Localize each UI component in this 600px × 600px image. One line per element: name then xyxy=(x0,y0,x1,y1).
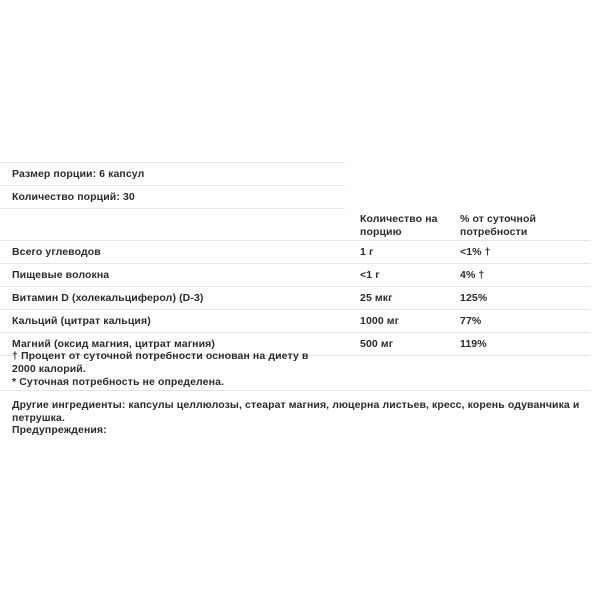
servings-per-container-row: Количество порций: 30 xyxy=(12,191,135,203)
nutrient-name: Кальций (цитрат кальция) xyxy=(0,309,345,332)
nutrient-amount: 1 г xyxy=(345,240,459,263)
table-row xyxy=(0,263,590,286)
warnings-heading: Предупреждения: xyxy=(12,424,107,436)
nutrient-daily-value: 119% xyxy=(459,332,590,355)
table-body xyxy=(0,240,590,355)
nutrient-daily-value: <1% † xyxy=(459,240,590,263)
table-row xyxy=(0,286,590,309)
nutrient-amount: 25 мкг xyxy=(345,286,459,309)
nutrient-name: Витамин D (холекальциферол) (D-3) xyxy=(0,286,345,309)
serving-size-row: Размер порции: 6 капсул xyxy=(12,168,145,180)
column-header-amount-per-serving: Количество на порцию xyxy=(360,213,438,238)
nutrient-name: Всего углеводов xyxy=(0,240,345,263)
table-header-row xyxy=(0,206,590,240)
nutrient-daily-value: 4% † xyxy=(459,263,590,286)
other-ingredients: Другие ингредиенты: капсулы целлюлозы, стеарат магния, люцерна листьев, кресс, корень одуванчика и петрушка. xyxy=(12,399,580,424)
table-header xyxy=(0,206,590,240)
table-row xyxy=(0,240,590,263)
nutrient-facts-table xyxy=(0,206,590,356)
table-row xyxy=(0,309,590,332)
nutrient-daily-value: 77% xyxy=(459,309,590,332)
footnote-not-established: * Суточная потребность не определена. xyxy=(12,376,225,388)
column-header-nutrient xyxy=(0,206,345,240)
nutrient-amount: <1 г xyxy=(345,263,459,286)
nutrient-daily-value: 125% xyxy=(459,286,590,309)
nutrient-amount: 500 мг xyxy=(345,332,459,355)
column-header-daily-value: % от суточной потребности xyxy=(460,213,537,238)
serving-information xyxy=(0,162,590,209)
footnotes xyxy=(12,350,332,389)
nutrient-amount: 1000 мг xyxy=(345,309,459,332)
footnote-daily-value-basis: † Процент от суточной потребности основан на диету в 2000 калорий. xyxy=(12,350,309,375)
nutrient-name: Пищевые волокна xyxy=(0,263,345,286)
nutrient-name: Магний (оксид магния, цитрат магния) xyxy=(0,332,345,355)
divider-above-other-ingredients xyxy=(0,390,590,391)
